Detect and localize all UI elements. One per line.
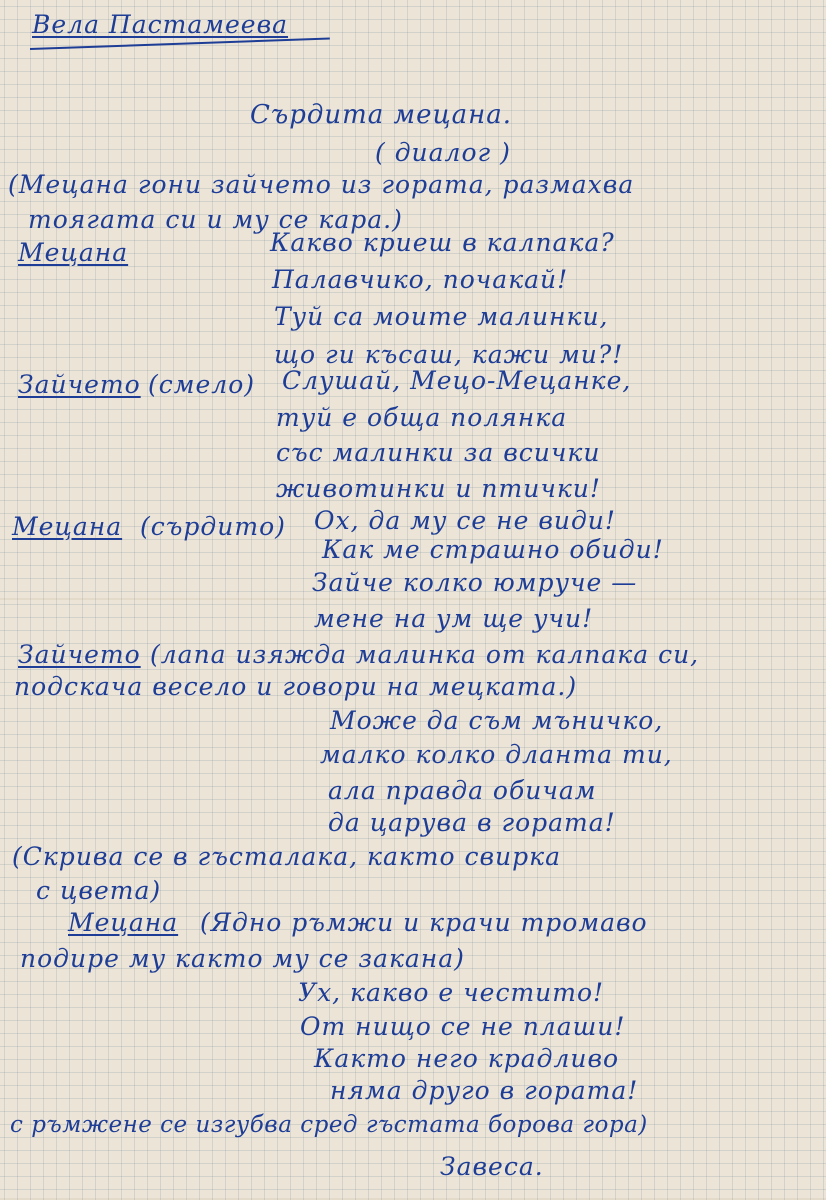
stage-direction: (сърдито) (140, 512, 286, 541)
verse-line: ала правда обичам (328, 776, 597, 805)
stage-direction: (смело) (148, 370, 255, 399)
verse-line: Какво криеш в калпака? (270, 228, 615, 257)
author-name: Вела Пастамеева (32, 10, 289, 39)
verse-line: Палавчико, почакай! (272, 265, 569, 294)
stage-direction: (лапа изяжда малинка от калпака си, (150, 640, 700, 669)
verse-line: От нищо се не плаши! (300, 1012, 626, 1041)
speaker-label: Зайчето (18, 370, 141, 399)
stage-direction-intro-1: (Мецана гони зайчето из гората, размахва (8, 170, 635, 199)
speaker-label: Мецана (12, 512, 123, 541)
verse-line: със малинки за всички (276, 438, 601, 467)
verse-line: Както него крадливо (314, 1044, 620, 1073)
verse-line: мене на ум ще учи! (314, 604, 594, 633)
verse-line: Зайче колко юмруче — (312, 568, 638, 597)
speaker-label: Мецана (18, 238, 129, 267)
stage-direction-cont: подскача весело и говори на мецката.) (14, 672, 578, 701)
stage-direction-end: с ръмжене се изгубва сред гъстата борова гора) (10, 1112, 648, 1138)
verse-line: туй е обща полянка (276, 403, 568, 432)
verse-line: Може да съм мъничко, (330, 706, 664, 735)
verse-line: няма друго в гората! (330, 1076, 639, 1105)
curtain-label: Завеса. (440, 1152, 544, 1181)
verse-line: животинки и птички! (276, 474, 601, 503)
stage-direction-middle-1: (Скрива се в гъсталака, както свирка (12, 842, 561, 871)
verse-line: Ух, какво е честито! (298, 978, 605, 1007)
verse-line: да царува в гората! (328, 808, 616, 837)
play-subtitle: ( диалог ) (375, 138, 511, 167)
stage-direction-middle-2: с цвета) (36, 876, 162, 905)
stage-direction-cont: подире му както му се закана) (20, 944, 465, 973)
verse-line: Ох, да му се не види! (314, 506, 616, 535)
verse-line: Слушай, Мецо-Мецанке, (282, 366, 632, 395)
stage-direction-intro-2: тоягата си и му се кара.) (28, 205, 403, 234)
verse-line: малко колко дланта ти, (320, 740, 673, 769)
verse-line: що ги късаш, кажи ми?! (274, 340, 624, 369)
verse-line: Как ме страшно обиди! (322, 535, 664, 564)
speaker-label: Зайчето (18, 640, 141, 669)
stage-direction: (Ядно ръмжи и крачи тромаво (200, 908, 648, 937)
play-title: Сърдита мецана. (250, 100, 512, 130)
verse-line: Туй са моите малинки, (274, 302, 609, 331)
speaker-label: Мецана (68, 908, 179, 937)
